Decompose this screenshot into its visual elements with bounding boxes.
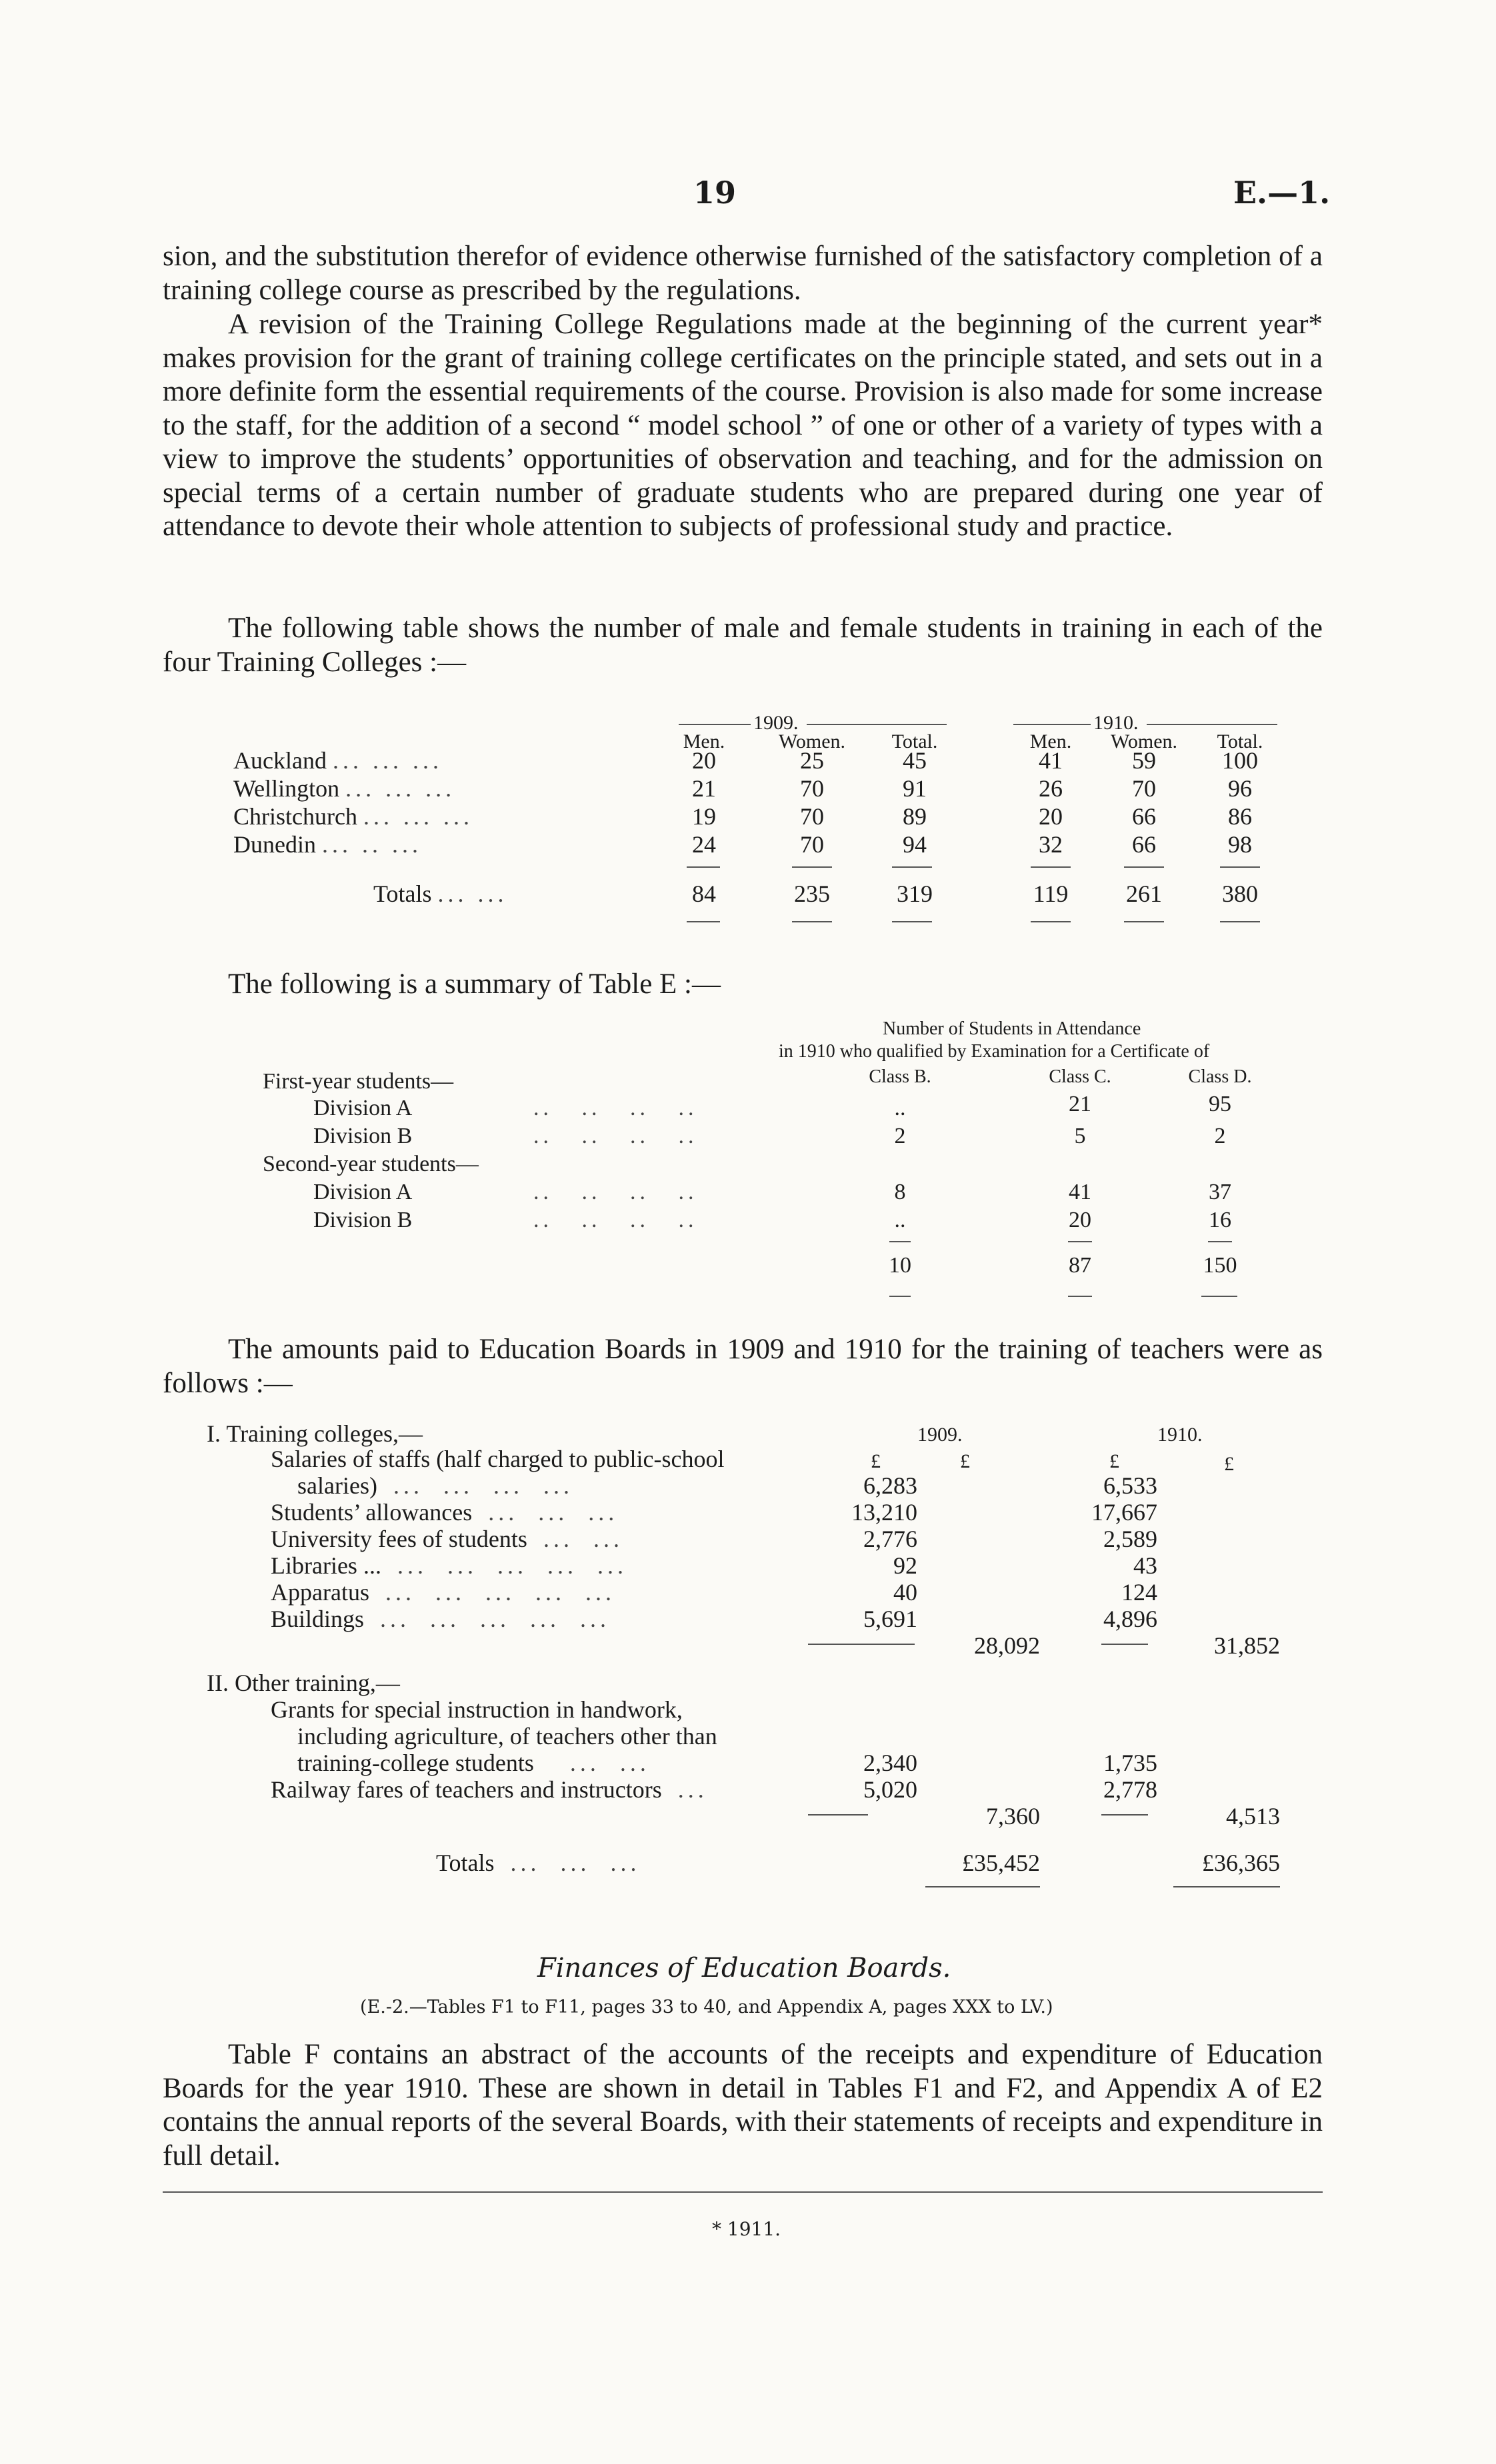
row-label: Grants for special instruction in handwork, (271, 1696, 683, 1723)
amount-1909: 2,340 (863, 1750, 917, 1776)
totals-row: Totals ... ... ... (436, 1849, 641, 1876)
cell: 86 (1228, 803, 1252, 830)
subtotal-1910: 4,513 (1226, 1803, 1280, 1830)
cell: 19 (692, 803, 716, 830)
cell: 70 (800, 775, 824, 802)
cell: 21 (1069, 1092, 1091, 1116)
cell: 24 (692, 831, 716, 858)
grand-total-1909: £35,452 (962, 1849, 1040, 1876)
cell: .. (894, 1208, 906, 1232)
col-header: Men. (683, 730, 725, 752)
cell: 32 (1039, 831, 1063, 858)
cell: 96 (1228, 775, 1252, 802)
col-header: Class D. (1188, 1066, 1252, 1087)
amount-1909: 6,283 (863, 1472, 917, 1499)
table-row: training-college students ... ... (297, 1750, 650, 1776)
table-row: Buildings ... ... ... ... ... (271, 1606, 611, 1632)
col-header: Women. (778, 730, 846, 752)
paragraph-1: sion, and the substitution therefor of evidence otherwise furnished of the satisfactory completion of a training college course as prescribed by the regulations. (163, 241, 1323, 306)
table-row: Christchurch ... ... ... (233, 803, 473, 830)
cell: 8 (894, 1180, 906, 1204)
col-header: Class C. (1049, 1066, 1111, 1087)
table-row: University fees of students ... ... (271, 1526, 623, 1552)
amounts-year-1909: 1909. (917, 1424, 963, 1446)
cell: 98 (1228, 831, 1252, 858)
cell: 150 (1203, 1253, 1237, 1278)
cell: 89 (903, 803, 927, 830)
currency-symbol: £ (871, 1450, 881, 1472)
cell: 2 (894, 1124, 906, 1148)
col-header: Men. (1029, 730, 1072, 752)
table-row: Division A (313, 1180, 413, 1204)
cell: 10 (889, 1253, 911, 1278)
table-row: Dunedin ... .. ... (233, 831, 422, 858)
cell: 37 (1209, 1180, 1231, 1204)
table-row: Division B (313, 1208, 413, 1232)
col-header: Women. (1110, 730, 1178, 752)
summary-heading-2: in 1910 who qualified by Examination for a Certificate of (779, 1041, 1210, 1062)
row-label: Salaries of staffs (half charged to public-school (271, 1446, 725, 1472)
amount-1910: 2,778 (1103, 1776, 1157, 1803)
table-row: Division B (313, 1124, 413, 1148)
cell: 66 (1132, 831, 1156, 858)
summary-heading-1: Number of Students in Attendance (883, 1018, 1141, 1039)
cell: 2 (1214, 1124, 1226, 1148)
cell: 25 (800, 747, 824, 774)
grand-total-1910: £36,365 (1202, 1849, 1280, 1876)
subtotal-1910: 31,852 (1214, 1632, 1280, 1659)
table-row: Division A (313, 1096, 413, 1120)
page-number: 19 (693, 175, 737, 211)
cell: 119 (1033, 880, 1069, 907)
row-label: including agriculture, of teachers other than (297, 1723, 717, 1750)
paragraph-5: The amounts paid to Education Boards in 1909 and 1910 for the training of teachers were as follows :— (163, 1334, 1323, 1399)
cell: 26 (1039, 775, 1063, 802)
totals-row: Totals ... ... (373, 880, 508, 907)
cell: 91 (903, 775, 927, 802)
cell: 41 (1069, 1180, 1091, 1204)
cell: .. (894, 1096, 906, 1120)
amount-1910: 43 (1133, 1552, 1157, 1579)
cell: 70 (800, 831, 824, 858)
cell: 380 (1222, 880, 1258, 907)
cell: 20 (1039, 803, 1063, 830)
colleges-year-1909: 1909. (753, 712, 799, 734)
currency-symbol: £ (1109, 1450, 1119, 1472)
amount-1909: 5,020 (863, 1776, 917, 1803)
table-row: Apparatus ... ... ... ... ... (271, 1579, 615, 1606)
table-row: Libraries ... ... ... ... ... ... (271, 1552, 627, 1579)
currency-symbol: £ (960, 1450, 970, 1472)
document-code: E.—1. (1233, 175, 1331, 211)
cell: 5 (1074, 1124, 1086, 1148)
cell: 319 (897, 880, 933, 907)
paragraph-6: Table F contains an abstract of the accounts of the receipts and expenditure of Education Boards for the year 1910. These are shown in detail in Tables F1 and F2, and Appendix A of E2 contains the annual reports of the several Boards, with their statements of receipts and expenditure in full detail. (163, 2039, 1323, 2171)
cell: 235 (794, 880, 830, 907)
table-row: Railway fares of teachers and instructors ... (271, 1776, 708, 1803)
amount-1910: 17,667 (1091, 1499, 1157, 1526)
table-row: salaries) ... ... ... ... (297, 1472, 573, 1499)
table-row: Auckland ... ... ... (233, 747, 443, 774)
group-first-year: First-year students— (263, 1069, 454, 1094)
finances-reference: (E.-2.—Tables F1 to F11, pages 33 to 40, and Appendix A, pages XXX to LV.) (360, 1997, 1053, 2017)
table-row: Wellington ... ... ... (233, 775, 456, 802)
cell: 41 (1039, 747, 1063, 774)
cell: 20 (1069, 1208, 1091, 1232)
col-header: Class B. (869, 1066, 931, 1087)
footnote: * 1911. (712, 2218, 781, 2240)
group-second-year: Second-year students— (263, 1152, 479, 1176)
document-page: 19 E.—1. sion, and the substitution therefor of evidence otherwise furnished of the satisfactory completion of a training college course as prescribed by the regulations. A revision of the Training College Regulations made at the beginning of the current year* makes provision for the grant of training college certificates on the principle stated, and sets out in a more definite form the essential requirements of the course. Provision is also made for some increase to the staff, for the addition of a second “ model school ” of one or other of a variety of types with a view to improve the students’ opportunities of observation and teaching, and for the admission on special terms of a certain number of graduate students who are prepared during one year of attendance to devote their whole attention to subjects of professional study and practice. The following table shows the number of male and female students in training in each of the four Training Colleges :— 1909. 1910. Men. Women. Total. Men. Women. Total. Auckland ... ... ... 20 25 45 41 59 100 Wellington ... ... ... 21 70 91 26 70 96 Christchurch ... ... ... 19 70 89 20 66 86 Dunedin ... .. ... 24 70 94 32 66 98 Totals ... ... 84 235 319 119 261 380 The following is a summary of Table E :— Number of Students in Attendance in 1910 who qualified by Examination for a Certificate of Class B. Class C. Class D. First-year students— Division A .. .. .. .. .. 21 95 Division B .. .. .. .. 2 5 2 Second-year students— Division A .. .. .. .. 8 41 37 Division B .. .. .. .. .. 20 16 10 87 150 The amounts paid to Education Boards in 1909 and 1910 for the training of teachers were as follows :— I. Training colleges,— 1909. 1910. Salaries of staffs (half charged to public-school £ £ £ £ salaries) ... ... ... ... 6,283 6,533 Students’ allowances ... ... ... 13,210 17,667 University fees of students ... ... 2,776 2,589 Libraries ... ... ... ... ... ... 92 43 Apparatus ... ... ... ... ... 40 124 Buildings ... ... ... ... ... 5,691 4,896 28,092 31,852 II. Other training,— Grants for special instruction in handwork, including agriculture, of teachers other than training-college students ... ... 2,340 1,735 Railway fares of teachers and instructors ... 5,020 2,778 7,360 4,513 Totals ... ... ... £35,452 £36,365 Finances of Education Boards. (E.-2.—Tables F1 to F11, pages 33 to 40, and Appendix A, pages XXX to LV.) Table F contains an abstract of the accounts of the receipts and expenditure of Education Boards for the year 1910. These are shown in detail in Tables F1 and F2, and Appendix A of E2 contains the annual reports of the several Boards, with their statements of receipts and expenditure in full detail. * 1911. (163, 175, 1331, 2240)
cell: 95 (1209, 1092, 1231, 1116)
cell: 84 (692, 880, 716, 907)
amount-1910: 4,896 (1103, 1606, 1157, 1632)
colleges-year-1910: 1910. (1093, 712, 1139, 734)
amount-1909: 40 (893, 1579, 917, 1606)
cell: 66 (1132, 803, 1156, 830)
cell: 21 (692, 775, 716, 802)
currency-symbol: £ (1224, 1453, 1234, 1475)
summary-intro: The following is a summary of Table E :— (228, 968, 721, 1000)
finances-heading: Finances of Education Boards. (537, 1953, 951, 1983)
amount-1910: 124 (1121, 1579, 1157, 1606)
amount-1909: 5,691 (863, 1606, 917, 1632)
subtotal-1909: 28,092 (974, 1632, 1040, 1659)
cell: 45 (903, 747, 927, 774)
cell: 87 (1069, 1253, 1091, 1278)
cell: 59 (1132, 747, 1156, 774)
section-training-colleges: I. Training colleges,— (207, 1420, 423, 1447)
cell: 100 (1222, 747, 1258, 774)
paragraph-2: A revision of the Training College Regulations made at the beginning of the current year* makes provision for the grant of training college certificates on the principle stated, and sets out in a more definite form the essential requirements of the course. Provision is also made for some increase to the staff, for the addition of a second “ model school ” of one or other of a variety of types with a view to improve the students’ opportunities of observation and teaching, and for the admission on special terms of a certain number of graduate students who are prepared during one year of attendance to devote their whole attention to subjects of professional study and practice. (163, 309, 1323, 542)
subtotal-1909: 7,360 (986, 1803, 1040, 1830)
amount-1910: 6,533 (1103, 1472, 1157, 1499)
cell: 16 (1209, 1208, 1231, 1232)
table-row: Students’ allowances ... ... ... (271, 1499, 619, 1526)
cell: 20 (692, 747, 716, 774)
cell: 70 (1132, 775, 1156, 802)
amount-1910: 1,735 (1103, 1750, 1157, 1776)
col-header: Total. (891, 730, 938, 752)
cell: 70 (800, 803, 824, 830)
amount-1909: 13,210 (851, 1499, 917, 1526)
cell: 94 (903, 831, 927, 858)
paragraph-3: The following table shows the number of male and female students in training in each of the four Training Colleges :— (163, 613, 1323, 678)
amount-1909: 2,776 (863, 1526, 917, 1552)
amount-1910: 2,589 (1103, 1526, 1157, 1552)
amounts-year-1910: 1910. (1157, 1424, 1203, 1446)
section-other-training: II. Other training,— (207, 1670, 400, 1696)
cell: 261 (1126, 880, 1162, 907)
col-header: Total. (1217, 730, 1263, 752)
amount-1909: 92 (893, 1552, 917, 1579)
footnote-rule (163, 2191, 1323, 2193)
